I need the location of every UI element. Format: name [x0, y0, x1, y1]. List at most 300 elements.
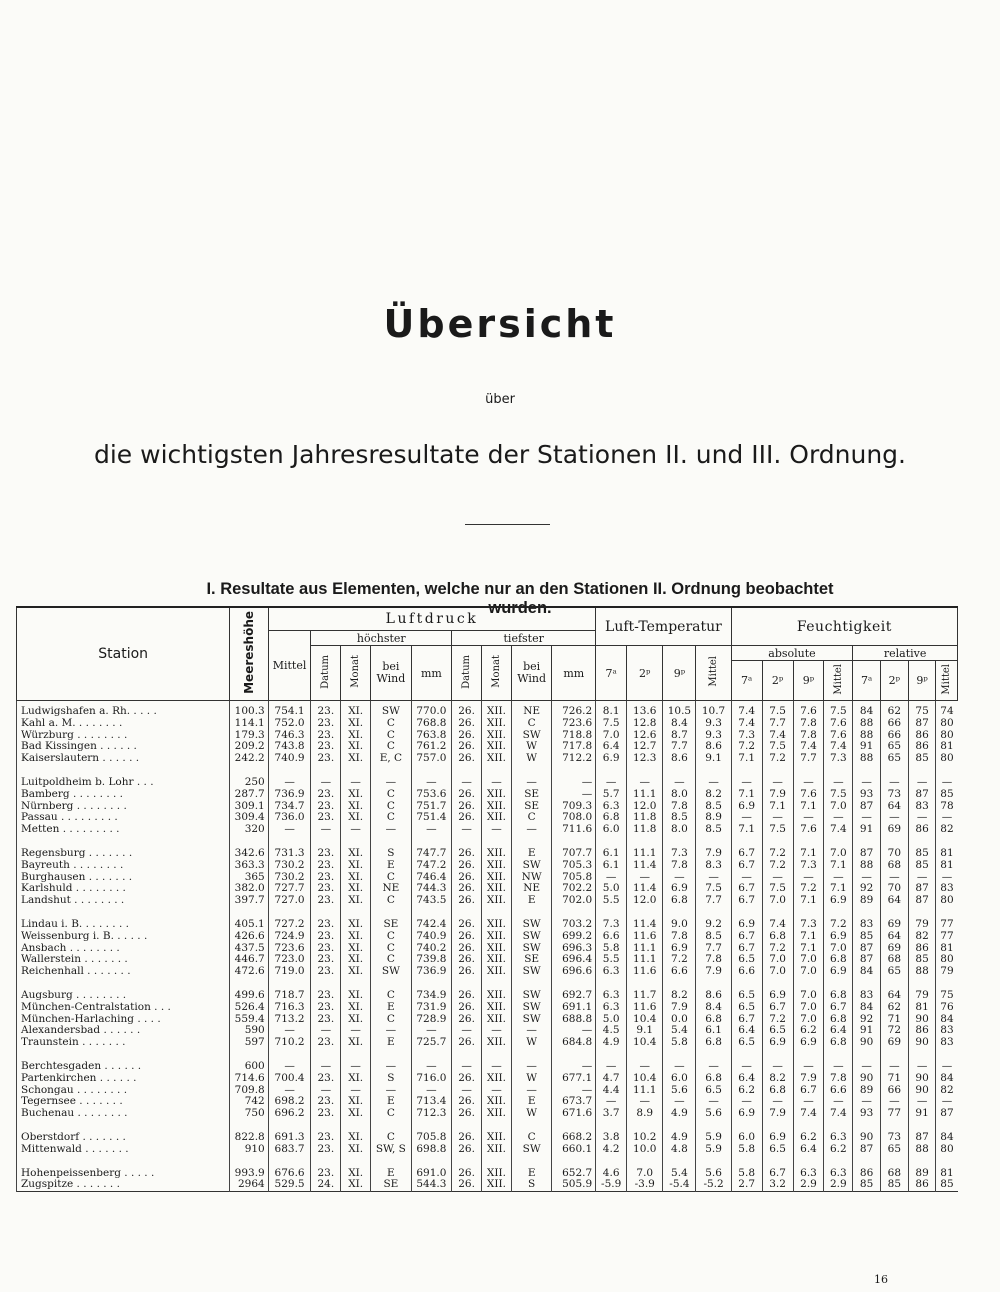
data-cell: 822.8 — [230, 1132, 268, 1144]
data-cell: 81 — [936, 848, 958, 860]
data-cell: 3.7 — [596, 1108, 627, 1120]
data-cell: — — [596, 777, 627, 789]
data-cell: — — [341, 1025, 371, 1037]
data-cell: 7.1 — [731, 753, 762, 765]
data-cell: 5.7 — [596, 789, 627, 801]
data-cell: 23. — [311, 943, 341, 955]
data-cell: 6.9 — [824, 895, 853, 907]
table-row — [17, 1168, 958, 1180]
hoechster-header: höchster — [311, 631, 452, 646]
spacer-cell — [511, 1120, 552, 1132]
temp-2p-header: 2ᵖ — [627, 646, 663, 701]
data-cell: 397.7 — [230, 895, 268, 907]
data-cell: — — [936, 872, 958, 884]
station-name: Landshut . . . . . . . . — [17, 895, 230, 907]
data-cell: 26. — [452, 730, 482, 742]
data-cell: 80 — [936, 895, 958, 907]
data-cell: 6.8 — [696, 1073, 731, 1085]
data-cell: 6.5 — [762, 1144, 793, 1156]
data-cell: XII. — [482, 730, 512, 742]
data-cell: 763.8 — [411, 730, 452, 742]
data-cell: 85 — [908, 753, 936, 765]
data-cell: — — [411, 1025, 452, 1037]
data-cell: 6.9 — [824, 966, 853, 978]
data-cell: 5.6 — [696, 1168, 731, 1180]
data-cell: 8.9 — [627, 1108, 663, 1120]
spacer-cell — [482, 1156, 512, 1168]
data-cell: 7.0 — [762, 966, 793, 978]
data-cell: 75 — [908, 701, 936, 718]
data-cell: 4.4 — [596, 1085, 627, 1097]
data-cell: 7.7 — [663, 741, 696, 753]
data-cell: 69 — [880, 1037, 908, 1049]
data-cell: — — [268, 777, 311, 789]
spacer-cell — [482, 1049, 512, 1061]
spacer-cell — [341, 1156, 371, 1168]
data-cell: 309.4 — [230, 812, 268, 824]
data-cell: 87 — [908, 789, 936, 801]
spacer-cell — [411, 836, 452, 848]
data-cell: XI. — [341, 966, 371, 978]
data-cell: 23. — [311, 966, 341, 978]
spacer-cell — [552, 836, 596, 848]
data-cell: 62 — [880, 701, 908, 718]
data-cell: — — [552, 1085, 596, 1097]
data-cell: SW — [511, 966, 552, 978]
data-cell: 250 — [230, 777, 268, 789]
data-cell: 696.3 — [552, 943, 596, 955]
monat-header-2: Monat — [482, 646, 512, 701]
data-cell: 82 — [936, 1085, 958, 1097]
data-cell: 84 — [936, 1014, 958, 1026]
data-cell: 5.8 — [731, 1168, 762, 1180]
data-cell: XII. — [482, 753, 512, 765]
data-cell: 698.2 — [268, 1096, 311, 1108]
spacer-cell — [411, 1049, 452, 1061]
data-cell: 11.1 — [627, 943, 663, 955]
data-cell: 730.2 — [268, 872, 311, 884]
data-cell: 746.3 — [268, 730, 311, 742]
data-cell: 529.5 — [268, 1179, 311, 1191]
data-cell: 26. — [452, 789, 482, 801]
data-cell: 26. — [452, 1179, 482, 1191]
spacer-cell — [482, 978, 512, 990]
data-cell: 526.4 — [230, 1002, 268, 1014]
spacer-cell — [731, 765, 762, 777]
data-cell: 5.8 — [663, 1037, 696, 1049]
data-cell: 761.2 — [411, 741, 452, 753]
data-cell: 69 — [880, 824, 908, 836]
results-table — [16, 606, 958, 1192]
data-cell: 9.0 — [663, 919, 696, 931]
data-cell: 6.8 — [696, 1014, 731, 1026]
data-cell: 64 — [880, 990, 908, 1002]
data-cell: — — [696, 1096, 731, 1108]
data-cell: 77 — [936, 931, 958, 943]
spacer-cell — [627, 978, 663, 990]
data-cell: 84 — [936, 1073, 958, 1085]
spacer-cell — [411, 1156, 452, 1168]
data-cell: 743.8 — [268, 741, 311, 753]
data-cell: 753.6 — [411, 789, 452, 801]
data-cell: — — [793, 1061, 824, 1073]
mm-header-2: mm — [552, 646, 596, 701]
data-cell: — — [371, 1085, 412, 1097]
spacer-cell — [696, 1156, 731, 1168]
data-cell: 65 — [880, 1144, 908, 1156]
data-cell: 7.3 — [596, 919, 627, 931]
data-cell: 79 — [908, 919, 936, 931]
data-cell: — — [908, 872, 936, 884]
luftdruck-header: Luftdruck — [268, 607, 595, 631]
data-cell: 80 — [936, 1144, 958, 1156]
data-cell: 7.4 — [762, 919, 793, 931]
data-cell: W — [511, 1108, 552, 1120]
table-row — [17, 1085, 958, 1097]
data-cell: 23. — [311, 860, 341, 872]
data-cell: 7.1 — [793, 931, 824, 943]
data-cell: 700.4 — [268, 1073, 311, 1085]
data-cell: 64 — [880, 895, 908, 907]
data-cell: E, C — [371, 753, 412, 765]
data-cell: 705.3 — [552, 860, 596, 872]
data-cell: 23. — [311, 1002, 341, 1014]
data-cell: XII. — [482, 1037, 512, 1049]
data-cell: 6.7 — [731, 895, 762, 907]
table-row — [17, 1108, 958, 1120]
data-cell: 90 — [853, 1132, 881, 1144]
data-cell: 6.8 — [596, 812, 627, 824]
data-cell: — — [268, 1061, 311, 1073]
spacer-cell — [663, 1156, 696, 1168]
data-cell: — — [908, 812, 936, 824]
data-cell: 742.4 — [411, 919, 452, 931]
data-cell: 723.6 — [552, 718, 596, 730]
station-name: Alexandersbad . . . . . . — [17, 1025, 230, 1037]
station-name: Kaiserslautern . . . . . . — [17, 753, 230, 765]
data-cell: 8.2 — [762, 1073, 793, 1085]
data-cell: — — [268, 824, 311, 836]
table-row — [17, 1144, 958, 1156]
spacer-cell — [511, 1049, 552, 1061]
data-cell: 6.7 — [731, 1014, 762, 1026]
data-cell: 728.9 — [411, 1014, 452, 1026]
data-cell: 6.2 — [793, 1025, 824, 1037]
station-name: Bad Kissingen . . . . . . — [17, 741, 230, 753]
data-cell: — — [936, 777, 958, 789]
data-cell: 23. — [311, 1014, 341, 1026]
data-cell: 7.2 — [762, 753, 793, 765]
data-cell: 8.5 — [696, 931, 731, 943]
data-cell: 8.0 — [663, 824, 696, 836]
data-cell: 719.0 — [268, 966, 311, 978]
data-cell: 11.1 — [627, 1085, 663, 1097]
data-cell: 26. — [452, 1073, 482, 1085]
spacer-cell — [936, 836, 958, 848]
data-cell: 12.6 — [627, 730, 663, 742]
data-cell: — — [311, 824, 341, 836]
spacer-cell — [627, 907, 663, 919]
data-cell: — — [853, 872, 881, 884]
data-cell: E — [371, 1037, 412, 1049]
data-cell: E — [371, 1096, 412, 1108]
data-cell: XII. — [482, 954, 512, 966]
data-cell: XII. — [482, 943, 512, 955]
data-cell: 81 — [936, 1168, 958, 1180]
data-cell: 590 — [230, 1025, 268, 1037]
table-row — [17, 741, 958, 753]
data-cell: 740.9 — [268, 753, 311, 765]
data-cell: 7.2 — [762, 848, 793, 860]
data-cell: 90 — [908, 1014, 936, 1026]
data-cell: 727.7 — [268, 883, 311, 895]
spacer-cell — [596, 765, 627, 777]
spacer-cell — [552, 1049, 596, 1061]
data-cell: 702.2 — [552, 883, 596, 895]
spacer-cell — [341, 1049, 371, 1061]
data-cell: 7.7 — [762, 718, 793, 730]
table-row — [17, 730, 958, 742]
bei-wind-header-2: bei Wind — [511, 646, 552, 701]
data-cell: 91 — [853, 824, 881, 836]
data-cell: XII. — [482, 1168, 512, 1180]
data-cell: — — [663, 1061, 696, 1073]
data-cell: 4.9 — [663, 1132, 696, 1144]
data-cell: — — [663, 872, 696, 884]
data-cell: — — [793, 1096, 824, 1108]
data-cell: 744.3 — [411, 883, 452, 895]
data-cell: 7.9 — [696, 848, 731, 860]
spacer-cell — [880, 978, 908, 990]
data-cell: 7.5 — [696, 883, 731, 895]
data-cell: 688.8 — [552, 1014, 596, 1026]
data-cell: 5.6 — [663, 1085, 696, 1097]
data-cell: 7.0 — [793, 990, 824, 1002]
spacer-cell — [230, 907, 268, 919]
data-cell: 8.6 — [663, 753, 696, 765]
data-cell: 910 — [230, 1144, 268, 1156]
data-cell: 66 — [880, 1085, 908, 1097]
spacer-cell — [762, 1049, 793, 1061]
data-cell: 713.4 — [411, 1096, 452, 1108]
spacer-cell — [341, 836, 371, 848]
data-cell: 6.3 — [596, 1002, 627, 1014]
spacer-cell — [311, 978, 341, 990]
spacer-cell — [880, 1049, 908, 1061]
data-cell: 9.2 — [696, 919, 731, 931]
data-cell: 740.2 — [411, 943, 452, 955]
data-cell: XII. — [482, 860, 512, 872]
data-cell: 708.0 — [552, 812, 596, 824]
data-cell: 7.2 — [663, 954, 696, 966]
spacer-cell — [452, 907, 482, 919]
data-cell: 11.6 — [627, 1002, 663, 1014]
data-cell: — — [731, 777, 762, 789]
data-cell: 90 — [908, 1073, 936, 1085]
data-cell: — — [880, 1061, 908, 1073]
data-cell: 89 — [853, 1085, 881, 1097]
data-cell: 8.2 — [663, 990, 696, 1002]
spacer-cell — [663, 836, 696, 848]
data-cell: 6.1 — [696, 1025, 731, 1037]
data-cell: 691.1 — [552, 1002, 596, 1014]
spacer-cell — [627, 836, 663, 848]
data-cell: 691.0 — [411, 1168, 452, 1180]
data-cell: 7.9 — [793, 1073, 824, 1085]
data-cell: 6.5 — [762, 1025, 793, 1037]
data-cell: 242.2 — [230, 753, 268, 765]
data-cell: 993.9 — [230, 1168, 268, 1180]
data-cell: — — [511, 1025, 552, 1037]
data-cell: 23. — [311, 919, 341, 931]
data-cell: 6.8 — [824, 990, 853, 1002]
station-header: Station — [17, 607, 230, 701]
temp-7a-header: 7ᵃ — [596, 646, 627, 701]
data-cell: 4.8 — [663, 1144, 696, 1156]
data-cell: 26. — [452, 1096, 482, 1108]
data-cell: — — [824, 777, 853, 789]
spacer-cell — [663, 1120, 696, 1132]
data-cell: 84 — [936, 1132, 958, 1144]
data-cell: 714.6 — [230, 1073, 268, 1085]
spacer-cell — [731, 1120, 762, 1132]
data-cell: 64 — [880, 801, 908, 813]
data-cell: 734.7 — [268, 801, 311, 813]
data-cell: 24. — [311, 1179, 341, 1191]
group-gap — [17, 836, 958, 848]
data-cell: — — [908, 1061, 936, 1073]
data-cell: 743.5 — [411, 895, 452, 907]
data-cell: 12.0 — [627, 801, 663, 813]
data-cell: — — [411, 1061, 452, 1073]
spacer-cell — [908, 1049, 936, 1061]
data-cell: C — [371, 812, 412, 824]
data-cell: 7.0 — [793, 966, 824, 978]
data-cell: 23. — [311, 701, 341, 718]
data-cell: 26. — [452, 883, 482, 895]
data-cell: 6.0 — [596, 824, 627, 836]
data-cell: — — [627, 1061, 663, 1073]
data-cell: 91 — [853, 1025, 881, 1037]
spacer-cell — [552, 1156, 596, 1168]
data-cell: 7.1 — [731, 824, 762, 836]
data-cell: 86 — [908, 741, 936, 753]
spacer-cell — [341, 978, 371, 990]
data-cell: 88 — [853, 730, 881, 742]
spacer-cell — [311, 765, 341, 777]
spacer-cell — [696, 765, 731, 777]
spacer-cell — [482, 1120, 512, 1132]
data-cell: 90 — [908, 1085, 936, 1097]
spacer-cell — [663, 765, 696, 777]
data-cell: 10.5 — [663, 701, 696, 718]
data-cell: — — [731, 812, 762, 824]
tiefster-header: tiefster — [452, 631, 596, 646]
data-cell: 10.4 — [627, 1014, 663, 1026]
spacer-cell — [908, 1120, 936, 1132]
data-cell: 7.4 — [793, 741, 824, 753]
data-cell: 6.9 — [731, 1108, 762, 1120]
data-cell: — — [762, 872, 793, 884]
station-name: Würzburg . . . . . . . . — [17, 730, 230, 742]
spacer-cell — [762, 1156, 793, 1168]
spacer-cell — [824, 836, 853, 848]
data-cell: — — [596, 1061, 627, 1073]
spacer-cell — [936, 1120, 958, 1132]
mittel-header: Mittel — [268, 631, 311, 701]
data-cell: 11.6 — [627, 966, 663, 978]
data-cell: 8.6 — [696, 990, 731, 1002]
data-cell: XI. — [341, 1168, 371, 1180]
spacer-cell — [696, 836, 731, 848]
spacer-cell — [793, 765, 824, 777]
data-cell: 6.5 — [731, 954, 762, 966]
data-cell: C — [371, 954, 412, 966]
data-cell: 363.3 — [230, 860, 268, 872]
data-cell: 85 — [908, 954, 936, 966]
data-cell: 77 — [936, 919, 958, 931]
data-cell: 9.1 — [627, 1025, 663, 1037]
data-cell: 723.0 — [268, 954, 311, 966]
data-cell: 7.0 — [596, 730, 627, 742]
data-cell: C — [371, 895, 412, 907]
data-cell: — — [627, 1096, 663, 1108]
data-cell: 6.7 — [731, 883, 762, 895]
spacer-cell — [268, 765, 311, 777]
spacer-cell — [452, 836, 482, 848]
data-cell: — — [853, 777, 881, 789]
data-cell: SE — [371, 919, 412, 931]
data-cell: — — [853, 1061, 881, 1073]
table-row — [17, 1179, 958, 1191]
data-cell: XII. — [482, 1179, 512, 1191]
data-cell: — — [936, 1061, 958, 1073]
data-cell: 725.7 — [411, 1037, 452, 1049]
table-row — [17, 701, 958, 718]
data-cell: 7.0 — [793, 954, 824, 966]
data-cell: 723.6 — [268, 943, 311, 955]
data-cell: — — [411, 1085, 452, 1097]
spacer-cell — [552, 765, 596, 777]
station-name: München-Harlaching . . . . — [17, 1014, 230, 1026]
data-cell: 718.7 — [268, 990, 311, 1002]
spacer-cell — [371, 1049, 412, 1061]
data-cell: 671.6 — [552, 1108, 596, 1120]
data-cell: — — [627, 872, 663, 884]
data-cell: 10.4 — [627, 1037, 663, 1049]
data-cell: 81 — [936, 741, 958, 753]
spacer-cell — [936, 978, 958, 990]
data-cell: 80 — [936, 753, 958, 765]
data-cell: 5.0 — [596, 1014, 627, 1026]
spacer-cell — [880, 1120, 908, 1132]
data-cell: S — [371, 1073, 412, 1085]
data-cell: 4.5 — [596, 1025, 627, 1037]
data-cell: XII. — [482, 1132, 512, 1144]
data-cell: 718.8 — [552, 730, 596, 742]
data-cell: 7.8 — [663, 860, 696, 872]
data-cell: 7.6 — [793, 789, 824, 801]
spacer-cell — [371, 1156, 412, 1168]
data-cell: SE — [511, 801, 552, 813]
data-cell: — — [824, 872, 853, 884]
spacer-cell — [230, 836, 268, 848]
data-cell: 87 — [908, 718, 936, 730]
data-cell: 712.3 — [411, 1108, 452, 1120]
data-cell: — — [411, 777, 452, 789]
data-cell: 6.6 — [731, 966, 762, 978]
data-cell: 11.8 — [627, 812, 663, 824]
